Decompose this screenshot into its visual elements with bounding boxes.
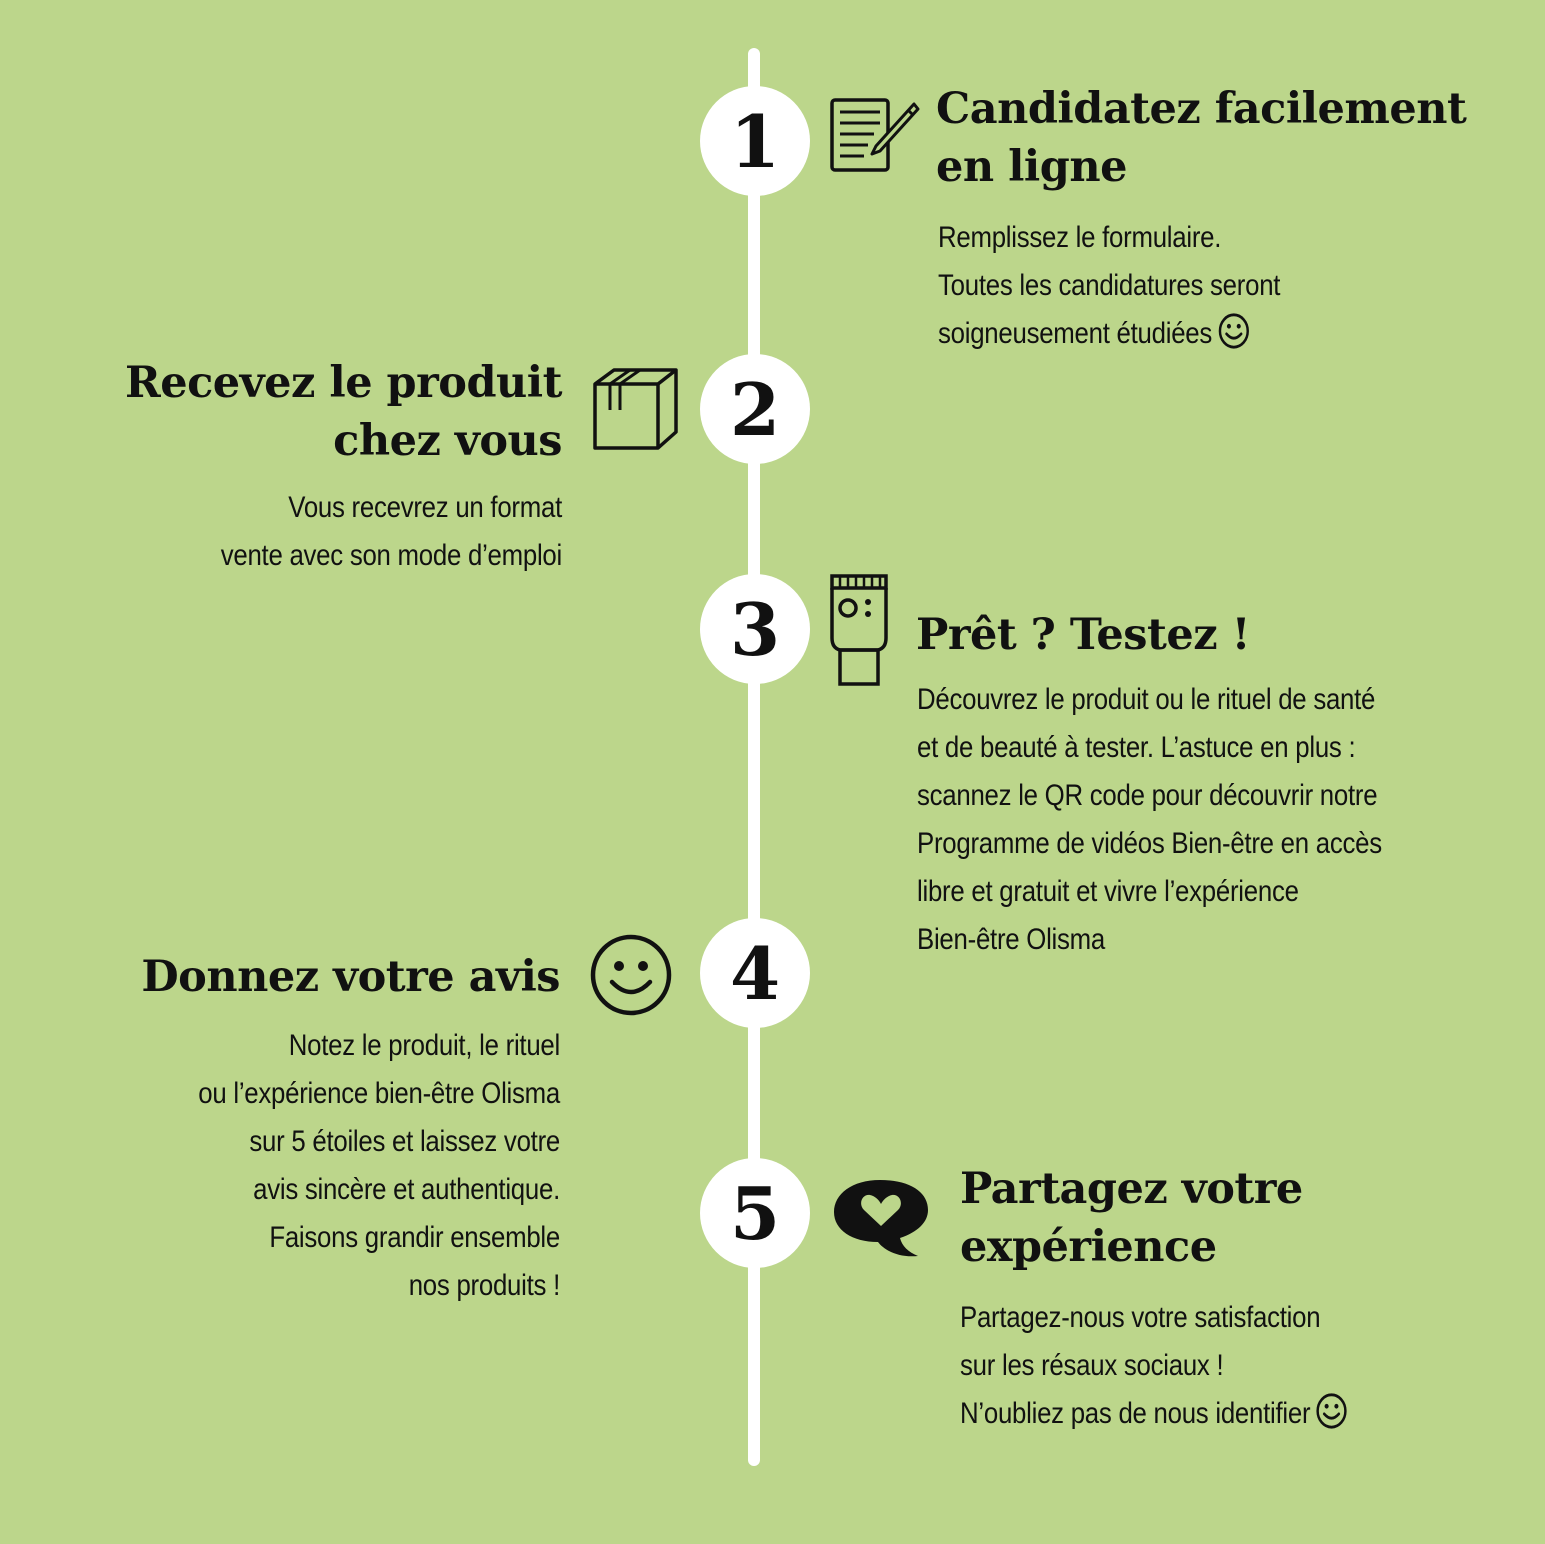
smiley-icon (1315, 1392, 1348, 1430)
step-5-description: Partagez-nous votre satisfaction sur les résaux sociaux ! N’oubliez pas de nous identifier (960, 1294, 1348, 1438)
step-1-number: 1 (700, 86, 810, 196)
step-3-title: Prêt ? Testez ! (916, 610, 1250, 660)
step-3-number: 3 (700, 574, 810, 684)
step-1-description: Remplissez le formulaire. Toutes les candidatures seront soigneusement étudiées (938, 221, 1281, 350)
step-3-description: Découvrez le produit ou le rituel de santé et de beauté à tester. L’astuce en plus : scannez le QR code pour découvrir notre Programme de vidéos Bien-être en accès libre et gratuit et vivre l’expérience Bien-être Olisma (917, 683, 1382, 956)
step-4-description: Notez le produit, le rituel ou l’expérience bien-être Olisma sur 5 étoiles et laissez votre avis sincère et authentique. Faisons grandir ensemble nos produits ! (198, 1029, 560, 1302)
heart-speech-bubble-icon (830, 1176, 934, 1262)
package-box-icon (590, 366, 682, 452)
cream-tube-icon (826, 572, 892, 688)
form-pencil-icon (828, 96, 922, 176)
smiley-icon (588, 932, 674, 1018)
smiley-icon (1217, 312, 1250, 350)
step-4-number: 4 (700, 918, 810, 1028)
step-2-title: Recevez le produit chez vous (125, 358, 562, 466)
step-5-number: 5 (700, 1158, 810, 1268)
step-2-description: Vous recevrez un format vente avec son mode d’emploi (220, 491, 562, 572)
step-4-title: Donnez votre avis (141, 952, 560, 1002)
step-2-number: 2 (700, 354, 810, 464)
step-1-title: Candidatez facilement en ligne (936, 84, 1467, 192)
step-5-title: Partagez votre expérience (960, 1164, 1303, 1272)
